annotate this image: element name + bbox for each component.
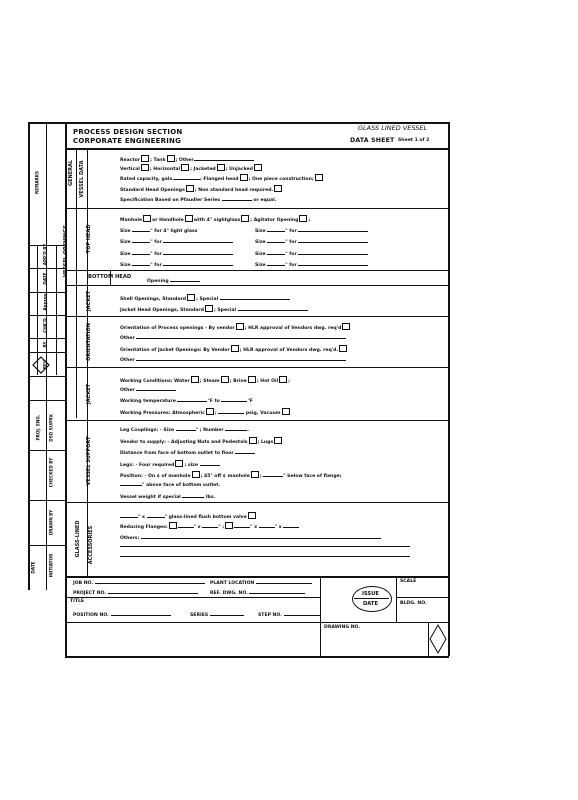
orient-jacket-hlr-checkbox[interactable] — [339, 345, 347, 352]
issue-date-oval — [352, 586, 392, 612]
job-no-label: JOB NO. — [73, 579, 205, 586]
side-label-dsd-suprv: DSD SUPRV. — [48, 413, 54, 442]
orientation-line-4: Other — [120, 356, 346, 363]
section-orientation: ORIENTATION — [86, 323, 92, 361]
top-head-line-1: Manhole or Handhole with 4" sightglass ; Agitator Opening ; — [120, 215, 310, 223]
section-vessel-data: VESSEL DATA — [79, 160, 85, 198]
issue-label: ISSUE — [362, 591, 379, 597]
flanged-head-checkbox[interactable] — [240, 174, 248, 181]
support-line-7: Vessel weight if special lbs. — [120, 495, 216, 500]
orient-process-hlr-checkbox[interactable] — [342, 323, 350, 330]
orientation-line-3: Orientation of Jacket Openings: By Vendor ; HLR approval of Vendors dwg. req'd. — [120, 345, 348, 353]
jacket-openings-line-1: Shell Openings, Standard ; Special — [120, 294, 290, 302]
support-line-6: " above face of bottom outlet. — [120, 481, 220, 488]
nonstandard-head-checkbox[interactable] — [274, 185, 282, 192]
section-vessel-support: VESSEL SUPPORT — [86, 436, 92, 486]
lugs-checkbox[interactable] — [274, 437, 282, 444]
vertical-checkbox[interactable] — [141, 164, 149, 171]
four-legs-checkbox[interactable] — [175, 460, 183, 467]
section-jacket-openings: JACKET — [86, 290, 92, 312]
side-label-proj-eng: PROJ. ENG. — [35, 414, 41, 441]
jacket-openings-line-2: Jacket Head Openings, Standard ; Special — [120, 305, 308, 313]
general-line-3: Rated capacity, gals. ; Flanged head ; One piece construction; — [120, 174, 324, 182]
bldg-no-label: BLDG. NO. — [400, 601, 427, 606]
section-vessel-openings: VESSEL OPENINGS — [63, 225, 69, 277]
bottom-head-opening: Opening — [147, 277, 200, 284]
handhole-checkbox[interactable] — [185, 215, 193, 222]
brine-checkbox[interactable] — [248, 376, 256, 383]
project-no-label: PROJECT NO. — [73, 589, 198, 596]
top-head-line-5b: Size " for — [255, 261, 368, 268]
water-checkbox[interactable] — [191, 376, 199, 383]
department-title: CORPORATE ENGINEERING — [73, 137, 182, 145]
unjacked-checkbox[interactable] — [254, 164, 262, 171]
top-head-line-4b: Size " for — [255, 250, 368, 257]
hot-oil-checkbox[interactable] — [279, 376, 287, 383]
position-no-label: POSITION NO. — [73, 611, 171, 618]
support-line-5: Position: - On ¢ of manhole ; 45° off ¢ manhole ; " below face of flange; — [120, 471, 342, 479]
side-label-remarks: REMARKS — [34, 171, 40, 194]
horizontal-checkbox[interactable] — [181, 164, 189, 171]
orient-jacket-vendor-checkbox[interactable] — [231, 345, 239, 352]
one-piece-checkbox[interactable] — [315, 174, 323, 181]
top-head-line-2b: Size " for — [255, 227, 368, 234]
accessories-line-2: Reducing Flanges: " x " ; " x " x — [120, 522, 299, 530]
reactor-checkbox[interactable] — [141, 155, 149, 162]
standard-head-checkbox[interactable] — [186, 185, 194, 192]
section-bottom-head: BOTTOM HEAD — [88, 274, 132, 280]
on-cl-manhole-checkbox[interactable] — [192, 471, 200, 478]
accessories-line-1: " x " glass-lined flush bottom valve — [120, 512, 257, 520]
step-no-label: STEP NO. — [258, 611, 320, 618]
side-label-approval: Approv. — [42, 292, 48, 311]
top-head-line-3b: Size " for — [255, 238, 368, 245]
issue-date-label: DATE — [363, 601, 378, 607]
agitator-checkbox[interactable] — [299, 215, 307, 222]
manhole-checkbox[interactable] — [143, 215, 151, 222]
sightglass-checkbox[interactable] — [241, 215, 249, 222]
side-label-rev: REV — [42, 359, 48, 370]
support-line-4: Legs: - Four required ; size — [120, 460, 220, 468]
jacket-line-3: Working temperature °F to °F — [120, 399, 253, 404]
vacuum-checkbox[interactable] — [282, 408, 290, 415]
jacket-line-1: Working Conditions: Water ; Steam ; Brine ; Hot Oil ; — [120, 376, 290, 384]
accessories-blank-line-2[interactable] — [120, 556, 410, 557]
side-label-initiator: INITIATOR — [48, 553, 54, 578]
section-title: PROCESS DESIGN SECTION — [73, 128, 183, 136]
orientation-line-2: Other — [120, 334, 346, 341]
jacket-line-2: Other — [120, 386, 176, 393]
45-off-cl-checkbox[interactable] — [251, 471, 259, 478]
top-head-line-5: Size " for — [120, 261, 233, 268]
side-label-drawn-by: DRAWN BY — [48, 509, 54, 536]
general-line-4: Standard Head Openings ; Non standard head required. — [120, 185, 283, 193]
side-label-date-bottom: DATE — [30, 561, 36, 574]
side-label-checked-by: CHECKED BY — [48, 457, 54, 488]
side-label-by: BY — [42, 341, 48, 348]
steam-checkbox[interactable] — [221, 376, 229, 383]
corner-diamond-icon — [429, 624, 447, 654]
top-head-line-2: Size " for 4" light glass — [120, 229, 198, 234]
side-label-chkd: CHK'D — [42, 318, 48, 333]
jacket-head-standard-checkbox[interactable] — [205, 305, 213, 312]
flush-valve-checkbox[interactable] — [248, 512, 256, 519]
tank-checkbox[interactable] — [167, 155, 175, 162]
title-label: TITLE — [70, 599, 85, 604]
jacket-line-4: Working Pressures: Atmospheric ; psig, Vacuum — [120, 408, 291, 416]
section-jacket: JACKET — [86, 383, 92, 405]
general-line-2: Vertical ; Horizontal ; Jacketed ; Unjacked — [120, 164, 263, 172]
orientation-line-1: Orientation of Process openings - By vendor ; HLR approval of Vendors dwg. req'd — [120, 323, 351, 331]
support-line-2: Vendor to supply: - Adjusting Nuts and Pedestals ; Lugs — [120, 437, 283, 445]
orient-process-vendor-checkbox[interactable] — [236, 323, 244, 330]
support-line-1: Leg Couplings: - Size " ; Number . — [120, 428, 250, 433]
plant-location-label: PLANT LOCATION — [210, 579, 312, 586]
accessories-blank-line-1[interactable] — [120, 546, 410, 547]
side-label-date: DATE — [42, 272, 48, 285]
reducing-flange-1-checkbox[interactable] — [169, 522, 177, 529]
jacketed-checkbox[interactable] — [217, 164, 225, 171]
top-head-line-3: Size " for — [120, 238, 233, 245]
general-line-1: Reactor ; Tank ; Other — [120, 155, 254, 163]
sheet-number: Sheet 1 of 2 — [398, 138, 430, 143]
section-accessories: ACCESSORIES — [88, 525, 94, 565]
series-label: SERIES — [190, 611, 244, 618]
top-head-line-4: Size " for — [120, 250, 233, 257]
shell-standard-checkbox[interactable] — [187, 294, 195, 301]
reducing-flange-2-checkbox[interactable] — [225, 522, 233, 529]
adjusting-nuts-checkbox[interactable] — [249, 437, 257, 444]
drawing-no-label: DRAWING NO. — [324, 625, 361, 630]
vessel-type-title: GLASS LINED VESSEL — [358, 124, 428, 132]
side-label-app-by: APP'D BY — [42, 243, 48, 266]
section-top-head: TOP HEAD — [86, 224, 92, 254]
atmospheric-checkbox[interactable] — [206, 408, 214, 415]
ref-dwg-no-label: REF. DWG. NO. — [210, 589, 305, 596]
support-line-3: Distance from face of bottom outlet to floor — [120, 449, 255, 456]
data-sheet-label: DATA SHEET — [350, 137, 395, 144]
general-line-5: Specification Based on Pfaudler Series or equal. — [120, 198, 277, 203]
section-general: GENERAL — [68, 159, 74, 187]
scale-label: SCALE — [400, 579, 417, 584]
section-glass-lined: GLASS-LINED — [75, 520, 81, 558]
accessories-line-3: Others: — [120, 534, 381, 541]
